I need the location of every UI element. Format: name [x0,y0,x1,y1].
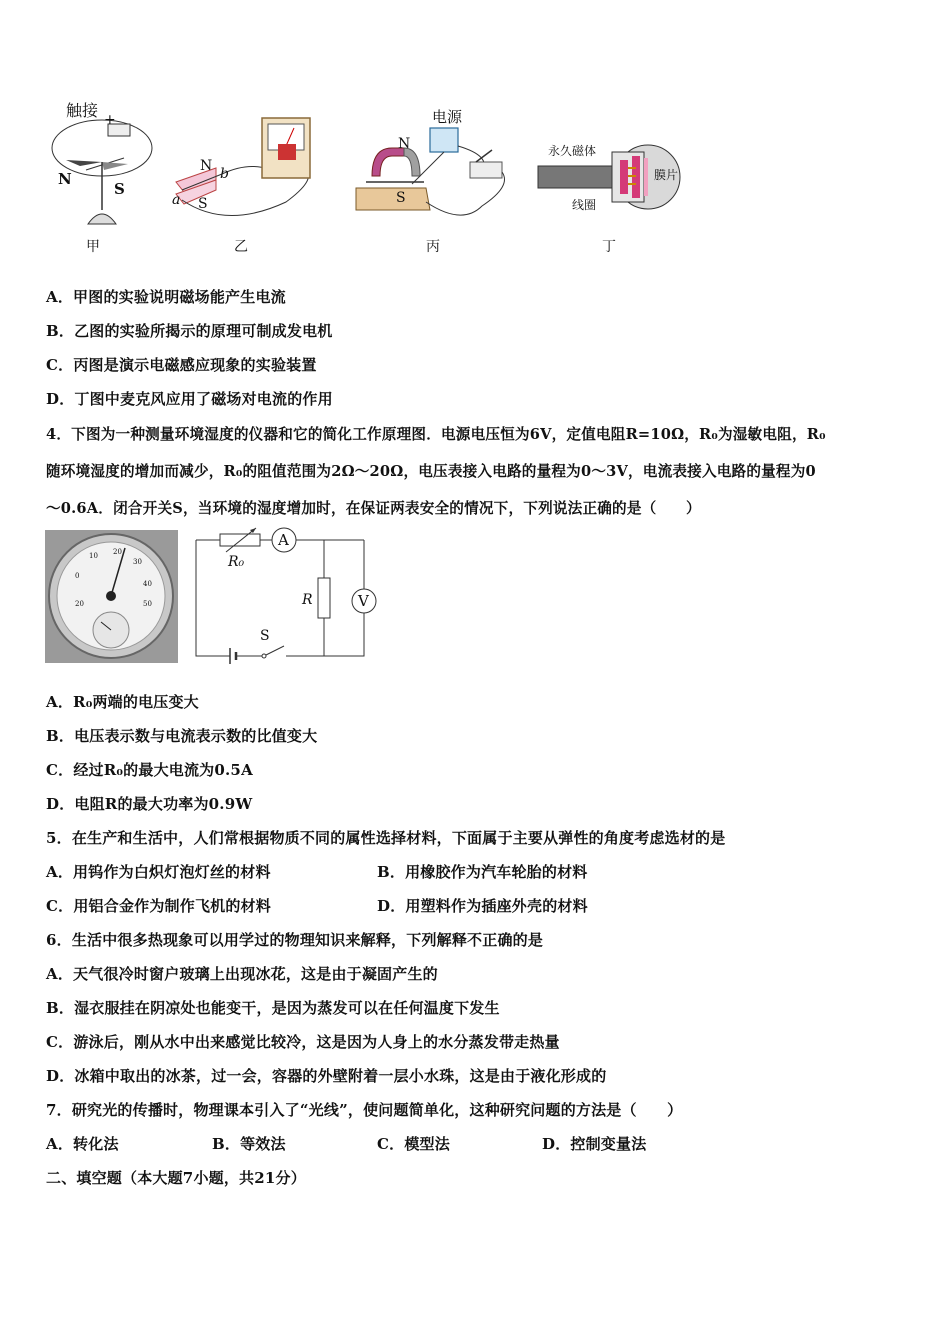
q4-option-d: D．电阻R的最大功率为0.9W [46,795,253,813]
gauge-tick-minus20: 20 [75,600,84,608]
label-permanent-magnet: 永久磁体 [548,144,597,158]
q5-stem: 5．在生产和生活中，人们常根据物质不同的属性选择材料，下面属于主要从弹性的角度考虑选材的是 [46,829,726,847]
label-s: S [198,196,208,212]
caption-jia: 甲 [86,239,100,255]
gauge-tick-30: 30 [133,558,142,566]
q6-option-d: D．冰箱中取出的冰茶，过一会，容器的外壁附着一层小水珠，这是由于液化形成的 [46,1067,607,1085]
q5-option-a: A．用钨作为白炽灯泡灯丝的材料 [46,863,271,881]
q3-option-b: B．乙图的实验所揭示的原理可制成发电机 [46,322,333,340]
label-n: N [398,136,411,152]
q4-stem-line-2: 随环境湿度的增加而减少，R₀的阻值范围为2Ω～20Ω，电压表接入电路的量程为0～3V，电流表接入电路的量程为0 [46,463,816,480]
gauge-tick-40: 40 [143,580,152,588]
q7-stem: 7．研究光的传播时，物理课本引入了“光线”，使问题简单化，这种研究问题的方法是（ ） [46,1101,683,1119]
label-s: S [396,190,406,206]
r-label: R [302,592,313,608]
figure-bing [352,106,512,258]
section-2-heading: 二、填空题（本大题7小题，共21分） [46,1169,306,1187]
label-n: N [200,158,213,174]
q4-option-b: B．电压表示数与电流表示数的比值变大 [46,727,318,745]
q6-option-a: A．天气很冷时窗户玻璃上出现冰花，这是由于凝固产生的 [46,965,438,983]
q6-option-c: C．游泳后，刚从水中出来感觉比较冷，这是因为人身上的水分蒸发带走热量 [46,1033,560,1051]
label-diaphragm: 膜片 [654,168,679,182]
label-a: a [172,192,181,208]
caption-bing: 丙 [426,239,440,255]
q4-option-c: C．经过R₀的最大电流为0.5A [46,761,253,779]
label-b: b [220,166,229,182]
ammeter-label: A [278,531,289,549]
q4-stem-line-3: ～0.6A．闭合开关S，当环境的湿度增加时，在保证两表安全的情况下，下列说法正确的是（ ） [46,500,701,517]
hygrometer-photo [45,530,178,663]
q6-option-b: B．湿衣服挂在阴凉处也能变干，是因为蒸发可以在任何温度下发生 [46,999,500,1017]
label-coil: 线圈 [572,198,597,212]
figure-yi [166,110,326,258]
circuit-diagram [190,524,390,664]
q3-option-c: C．丙图是演示电磁感应现象的实验装置 [46,356,317,374]
q5-option-d: D．用塑料作为插座外壳的材料 [377,897,588,915]
q7-option-c: C．模型法 [377,1135,450,1153]
q4-option-a: A．R₀两端的电压变大 [46,693,199,711]
gauge-tick-10: 10 [89,552,98,560]
figure-jia [44,98,164,258]
label-n: N [58,170,72,188]
label-touch: 触接 [66,101,99,120]
q7-option-b: B．等效法 [212,1135,286,1153]
figure-ding [536,130,696,258]
induction-experiment-illustration [166,110,326,230]
q3-option-a: A．甲图的实验说明磁场能产生电流 [46,288,286,306]
caption-yi: 乙 [234,239,248,255]
caption-ding: 丁 [602,239,616,255]
label-s: S [114,180,125,198]
q3-option-d: D．丁图中麦克风应用了磁场对电流的作用 [46,390,333,408]
q7-option-a: A．转化法 [46,1135,119,1153]
q5-option-b: B．用橡胶作为汽车轮胎的材料 [377,863,588,881]
label-power: 电源 [432,108,463,126]
gauge-tick-20: 20 [113,548,122,556]
q5-option-c: C．用铝合金作为制作飞机的材料 [46,897,271,915]
gauge-tick-50: 50 [143,600,152,608]
switch-label: S [260,628,270,644]
r0-label: R₀ [228,554,245,570]
q4-stem-line-1: 4．下图为一种测量环境湿度的仪器和它的简化工作原理图．电源电压恒为6V，定值电阻R=10Ω，R₀为湿敏电阻，R₀ [46,426,826,443]
q7-option-d: D．控制变量法 [542,1135,647,1153]
label-plus: + [104,112,116,128]
hygrometer-dial [45,530,178,663]
q6-stem: 6．生活中很多热现象可以用学过的物理知识来解释，下列解释不正确的是 [46,931,544,949]
gauge-tick-0: 0 [75,572,80,580]
voltmeter-label: V [358,592,369,610]
